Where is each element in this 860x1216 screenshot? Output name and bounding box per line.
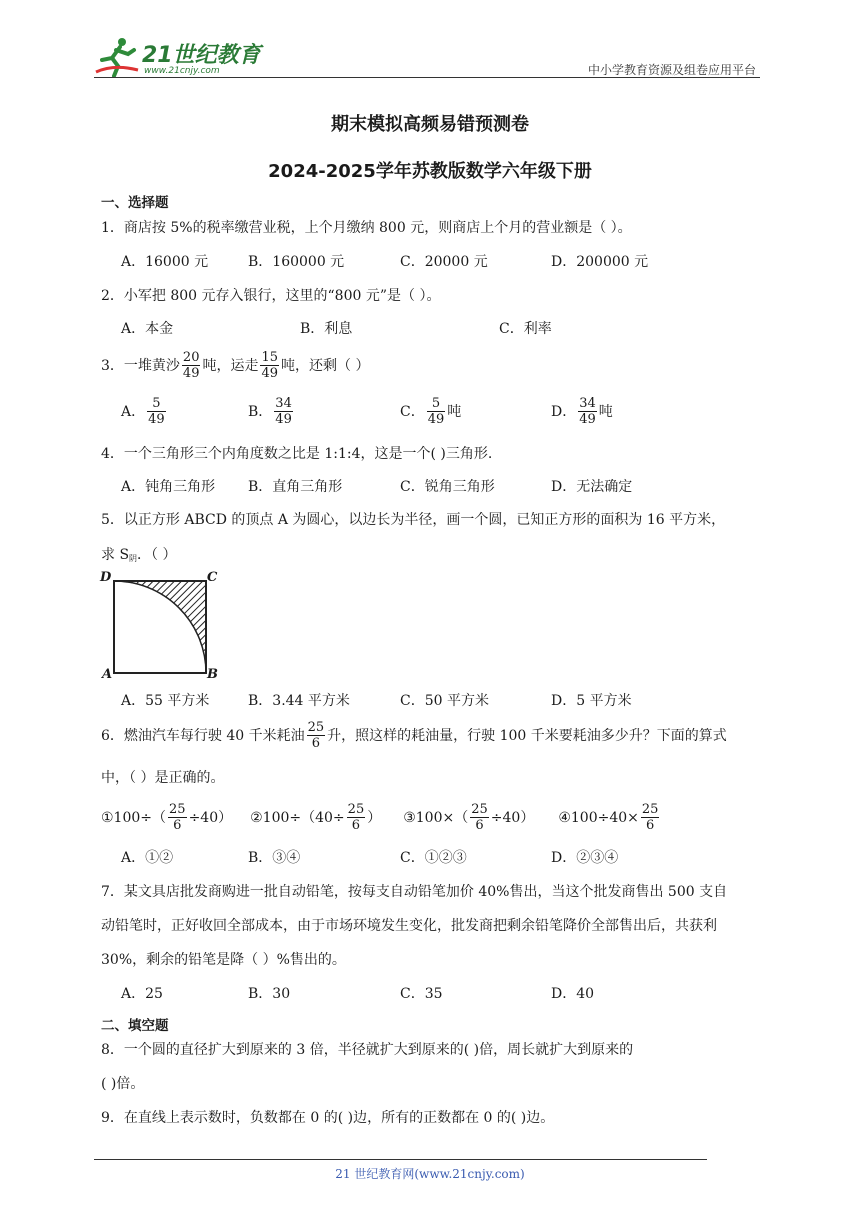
question-5-line-2: 求 $S_阴$．（ ） xyxy=(101,547,177,563)
q2-option-c: C．利率 xyxy=(499,321,552,337)
q6-option-a: A．①② xyxy=(121,850,174,866)
q6-option-c: C．①②③ xyxy=(400,850,467,866)
q3-text-pre: 3．一堆黄沙 xyxy=(101,357,180,374)
question-6-line-1: 6．燃油汽车每行驶 40 千米耗油 $\frac{25}{6}$ 升，照这样的耗油量，行驶 100 千米要耗油多少升？下面的算式 xyxy=(101,720,727,751)
q7-option-a: A．25 xyxy=(121,986,163,1002)
q4-option-d: D．无法确定 xyxy=(551,479,633,495)
q1-option-c: C．20000 元 xyxy=(400,254,488,270)
section-heading-fill: 二、填空题 xyxy=(101,1018,169,1034)
figure-label-d: D xyxy=(100,570,112,585)
q5-figure xyxy=(100,570,224,684)
page-subtitle: 2024-2025学年苏教版数学六年级下册 xyxy=(268,161,592,182)
question-1: 1．商店按 5%的税率缴营业税，上个月缴纳 800 元，则商店上个月的营业额是（ ）。 xyxy=(101,220,632,236)
footer-link[interactable]: 21 世纪教育网(www.21cnjy.com) xyxy=(335,1167,525,1181)
q3-text-post: 吨，还剩（ ） xyxy=(281,357,370,374)
q2-option-a: A．本金 xyxy=(121,321,174,337)
q3-option-b: B． $\frac{34}{49}$ xyxy=(248,396,292,427)
q5-option-d: D．5 平方米 xyxy=(551,693,632,709)
page-title: 期末模拟高频易错预测卷 xyxy=(331,114,529,135)
q3-option-c: C． $\frac{5}{49}$ 吨 xyxy=(400,396,462,427)
header-logo xyxy=(94,36,264,80)
q6-option-d: D．②③④ xyxy=(551,850,619,866)
q6-expr-1: ①100÷（ $\frac{25}{6}$ ÷40） xyxy=(101,802,233,833)
figure-label-c: C xyxy=(207,570,218,585)
q3-fraction-2: $\frac{15}{49}$ xyxy=(261,350,279,381)
q6-expr-3: ③100×（ $\frac{25}{6}$ ÷40） xyxy=(403,802,535,833)
question-7-line-3: 30%，剩余的铅笔是降（ ）%售出的。 xyxy=(101,952,346,968)
q3-fraction-1: $\frac{20}{49}$ xyxy=(182,350,200,381)
question-9: 9．在直线上表示数时，负数都在 0 的( )边，所有的正数都在 0 的( )边。 xyxy=(101,1110,555,1126)
q3-option-d: D． $\frac{34}{49}$ 吨 xyxy=(551,396,613,427)
question-7-line-2: 动铅笔时，正好收回全部成本，由于市场环境发生变化，批发商把剩余铅笔降价全部售出后，共获利 xyxy=(101,918,717,934)
q3-option-a: A． $\frac{5}{49}$ xyxy=(121,396,165,427)
q5-option-c: C．50 平方米 xyxy=(400,693,489,709)
logo-text: 21世纪教育 xyxy=(142,43,261,68)
q6-expr-4: ④100÷40× $\frac{25}{6}$ xyxy=(558,802,659,833)
q1-option-a: A．16000 元 xyxy=(121,254,209,270)
header-rule xyxy=(94,77,760,78)
figure-label-b: B xyxy=(207,667,218,682)
figure-label-a: A xyxy=(102,667,113,682)
platform-label: 中小学教育资源及组卷应用平台 xyxy=(587,63,756,77)
q2-option-b: B．利息 xyxy=(300,321,353,337)
q4-option-a: A．钝角三角形 xyxy=(121,479,216,495)
logo-runner-icon xyxy=(94,36,140,78)
q5-option-b: B．3.44 平方米 xyxy=(248,693,350,709)
question-6-line-2: 中，（ ）是正确的。 xyxy=(101,770,225,786)
q7-option-c: C．35 xyxy=(400,986,443,1002)
question-3 xyxy=(101,350,369,381)
q4-option-c: C．锐角三角形 xyxy=(400,479,495,495)
q7-option-b: B．30 xyxy=(248,986,291,1002)
q3-text-mid: 吨，运走 xyxy=(202,357,259,374)
question-7-line-1: 7．某文具店批发商购进一批自动铅笔，按每支自动铅笔加价 40%售出，当这个批发商售出 500 支自 xyxy=(101,884,728,900)
question-8-line-1: 8．一个圆的直径扩大到原来的 3 倍，半径就扩大到原来的( )倍，周长就扩大到原来的 xyxy=(101,1042,634,1058)
section-heading-choice: 一、选择题 xyxy=(101,195,169,211)
question-4: 4．一个三角形三个内角度数之比是 1:1:4，这是一个( )三角形. xyxy=(101,446,493,462)
q4-option-b: B．直角三角形 xyxy=(248,479,343,495)
q6-fraction: $\frac{25}{6}$ xyxy=(307,720,325,751)
q5-option-a: A．55 平方米 xyxy=(121,693,210,709)
q1-option-d: D．200000 元 xyxy=(551,254,649,270)
question-2: 2．小军把 800 元存入银行，这里的“800 元”是（ ）。 xyxy=(101,288,441,304)
q6-expressions xyxy=(101,802,661,833)
footer-rule xyxy=(94,1159,707,1160)
logo-url: www.21cnjy.com xyxy=(144,66,220,76)
question-8-line-2: ( )倍。 xyxy=(101,1076,145,1092)
question-5-line-1: 5．以正方形 ABCD 的顶点 A 为圆心，以边长为半径，画一个圆，已知正方形的面积为 16 平方米， xyxy=(101,512,726,528)
q1-option-b: B．160000 元 xyxy=(248,254,345,270)
q6-expr-2: ②100÷（40÷ $\frac{25}{6}$ ） xyxy=(250,802,382,833)
q7-option-d: D．40 xyxy=(551,986,595,1002)
q6-option-b: B．③④ xyxy=(248,850,301,866)
